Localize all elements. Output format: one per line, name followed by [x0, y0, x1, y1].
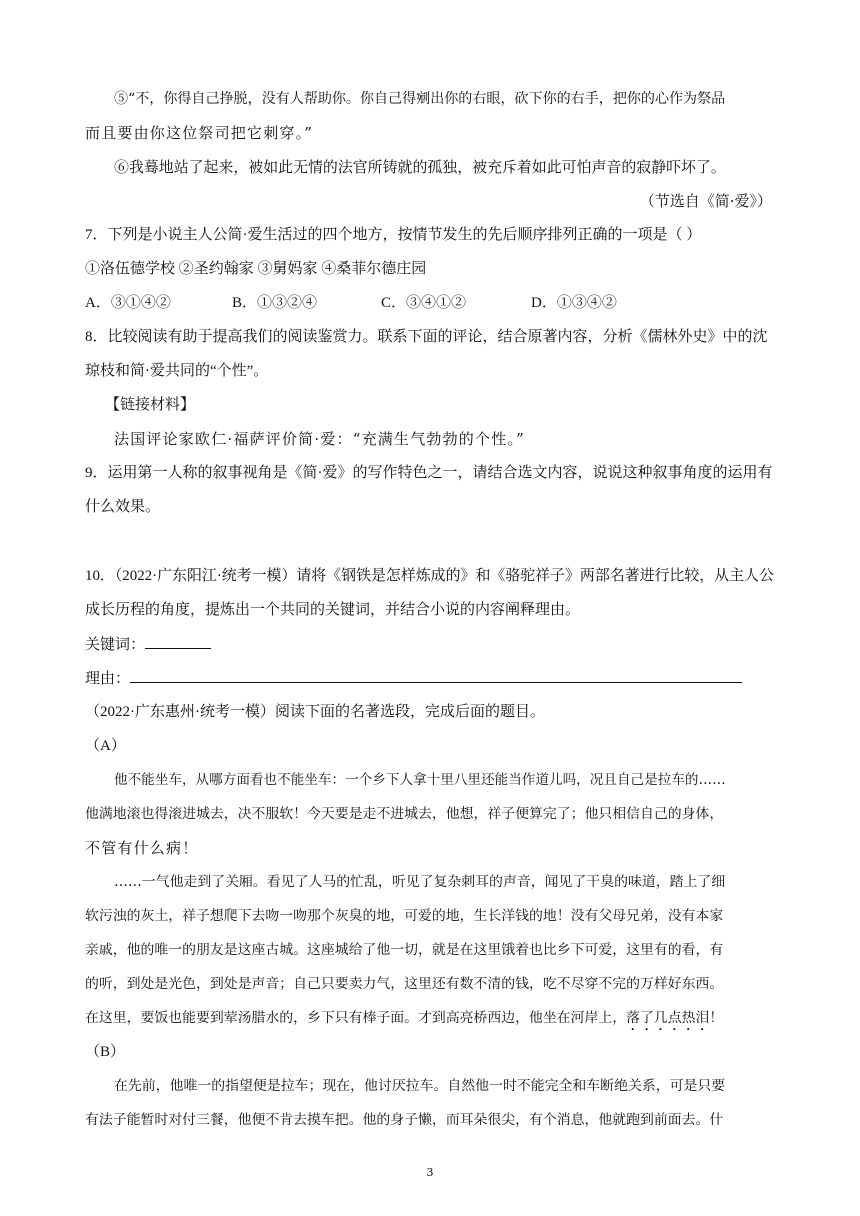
linked-material-text: 法国评论家欧仁·福萨评价简·爱：“充满生气勃勃的个性。” [114, 430, 525, 448]
page-number: 3 [426, 1166, 434, 1179]
paragraph-5-line-2: 而且要由你这位祭司把它刺穿。” [85, 124, 314, 142]
question-7-places: ①洛伍德学校 ②圣约翰家 ③舅妈家 ④桑菲尔德庄园 [85, 261, 427, 277]
passage-2-intro: （2022·广东惠州·统考一模）阅读下面的名著选段，完成后面的题目。 [85, 704, 545, 720]
question-9-line-2: 什么效果。 [85, 499, 161, 515]
keyword-row [85, 634, 211, 655]
keyword-answer-blank[interactable] [145, 634, 211, 649]
reason-row [85, 668, 742, 689]
excerpt-a-line-4: ……一气他走到了关厢。看见了人马的忙乱，听见了复杂刺耳的声音，闻见了干臭的味道，踏上了细 [114, 874, 726, 890]
excerpt-a-line-6: 亲戚，他的唯一的朋友是这座古城。这座城给了他一切，就是在这里饿着也比乡下可爱，这里有的看，有 [85, 942, 724, 958]
question-9-line-1: 9．运用第一人称的叙事视角是《简·爱》的写作特色之一，请结合选文内容，说说这种叙事角度的运用有 [85, 465, 773, 481]
question-7-option-b: B．①③②④ [232, 295, 318, 311]
exclamation-mark: ！ [709, 1010, 724, 1026]
question-8-line-2: 琼枝和简·爱共同的“个性”。 [85, 363, 269, 379]
reason-label: 理由： [85, 671, 131, 687]
question-10-line-2: 成长历程的角度，提炼出一个共同的关键词，并结合小说的内容阐释理由。 [85, 602, 581, 618]
question-7-stem: 7．下列是小说主人公简·爱生活过的四个地方，按情节发生的先后顺序排列正确的一项是（ ） [85, 227, 702, 243]
excerpt-b-line-1: 在先前，他唯一的指望便是拉车；现在，他讨厌拉车。自然他一时不能完全和车断绝关系，可是只要 [114, 1078, 726, 1094]
excerpt-b-line-2: 有法子能暂时对付三餐，他便不肯去摸车把。他的身子懒，而耳朵很尖，有个消息，他就跑到前面去。什 [85, 1112, 724, 1128]
question-7-option-d: D．①③④② [531, 295, 617, 311]
emphasized-phrase: 落了几点热泪 [626, 1010, 710, 1026]
excerpt-a-line-5: 软污浊的灰土，祥子想爬下去吻一吻那个灰臭的地，可爱的地，生长洋钱的地！没有父母兄弟，没有本家 [85, 908, 724, 924]
excerpt-a-line-8 [85, 1008, 723, 1034]
reason-answer-blank[interactable] [130, 668, 742, 683]
excerpt-source: （节选自《简·爱》） [639, 192, 772, 210]
excerpt-a-line-3: 不管有什么病！ [85, 839, 199, 857]
linked-material-title: 【链接材料】 [105, 397, 196, 413]
excerpt-a-label: （A） [85, 738, 126, 754]
excerpt-a-line-2: 他满地滚也得滚进城去，决不服软！今天要是走不进城去，他想，祥子便算完了；他只相信自己的身体， [85, 806, 724, 822]
question-7-option-a: A．③①④② [85, 295, 171, 311]
excerpt-a-line-8-text: 在这里，要饭也能要到荤汤腊水的，乡下只有棒子面。才到高亮桥西边，他坐在河岸上， [85, 1010, 627, 1026]
excerpt-b-label: （B） [85, 1044, 126, 1060]
paragraph-6: ⑥我蓦地站了起来，被如此无情的法官所铸就的孤独，被充斥着如此可怕声音的寂静吓坏了。 [114, 158, 726, 176]
excerpt-a-line-7: 的听，到处是光色，到处是声音；自己只要卖力气，这里还有数不清的钱，吃不尽穿不完的万样好东西。 [85, 976, 724, 992]
excerpt-a-line-1: 他不能坐车，从哪方面看也不能坐车：一个乡下人拿十里八里还能当作道儿吗，况且自己是拉车的…… [114, 772, 726, 788]
question-7-option-c: C．③④①② [381, 295, 467, 311]
question-8-line-1: 8．比较阅读有助于提高我们的阅读鉴赏力。联系下面的评论，结合原著内容，分析《儒林外史》中的沈 [85, 329, 768, 345]
question-10-line-1: 10．（2022·广东阳江·统考一模）请将《钢铁是怎样炼成的》和《骆驼祥子》两部名著进行比较，从主人公 [85, 568, 774, 584]
keyword-label: 关键词： [85, 637, 146, 653]
paragraph-5-line-1: ⑤“不，你得自己挣脱，没有人帮助你。你自己得剜出你的右眼，砍下你的右手，把你的心作为祭品 [114, 91, 726, 107]
